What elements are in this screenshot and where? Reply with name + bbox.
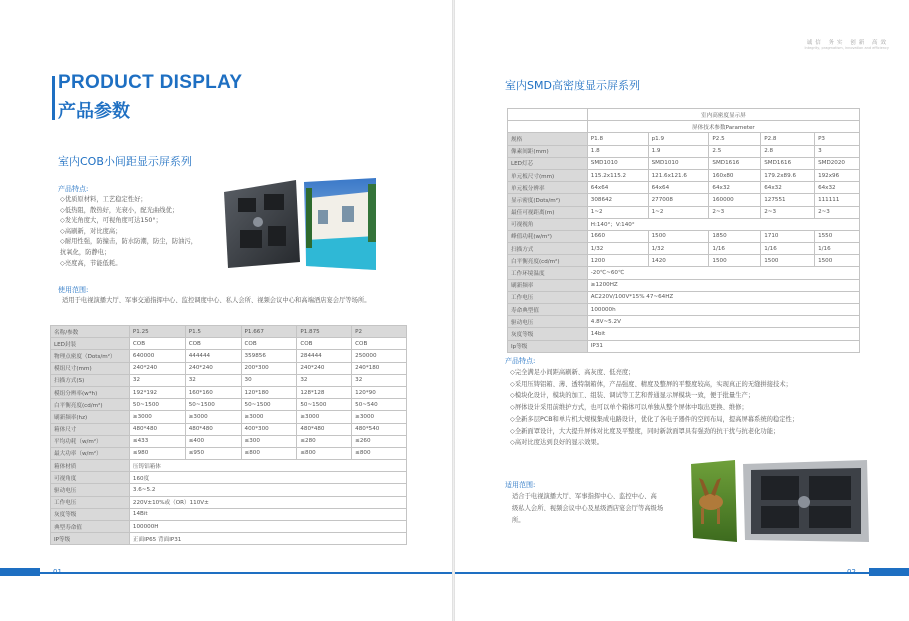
table-row: [508, 340, 860, 352]
table-cell: P2: [352, 326, 407, 338]
table-row: [508, 267, 860, 279]
table-cell: 250000: [352, 350, 407, 362]
table-cell: ≤950: [185, 447, 241, 459]
table-cell: 32: [352, 374, 407, 386]
table-row: [51, 326, 407, 338]
table-cell: 室内高密度显示屏: [587, 109, 859, 121]
table-row: [508, 279, 860, 291]
table-cell: P1.667: [241, 326, 297, 338]
table-cell: 1660: [587, 230, 648, 242]
table-cell: 240*240: [297, 362, 352, 374]
table-cell: 3: [815, 145, 860, 157]
feature-item: ◇完全满足小间距高刷新、高灰度、低亮度；: [510, 369, 635, 376]
footer-line: [455, 572, 909, 574]
page-number: 01: [53, 568, 62, 576]
table-cell: 工作环境温度: [508, 267, 588, 279]
table-cell: 64x32: [815, 182, 860, 194]
table-cell: ≥1200HZ: [587, 279, 859, 291]
table-cell: 1/16: [815, 243, 860, 255]
table-cell: 工作电压: [51, 496, 130, 508]
table-cell: 120*90: [352, 386, 407, 398]
smd-usage-heading: 适用范围:: [505, 481, 536, 489]
table-cell: 444444: [185, 350, 241, 362]
table-cell: 名称/参数: [51, 326, 130, 338]
table-cell: 3.6~5.2: [129, 484, 406, 496]
table-cell: 1/16: [761, 243, 815, 255]
table-row: [51, 447, 407, 459]
table-row: [51, 533, 407, 545]
table-cell: P1.875: [297, 326, 352, 338]
table-cell: 可视视角: [508, 218, 588, 230]
table-row: [508, 230, 860, 242]
table-cell: 50~540: [352, 399, 407, 411]
table-cell: COB: [185, 338, 241, 350]
table-cell: H:140°；V:140°: [587, 218, 859, 230]
table-cell: 模组分辨率(w*h): [51, 386, 130, 398]
table-row: [508, 157, 860, 169]
table-cell: 显示密度(Dots/m²): [508, 194, 588, 206]
table-cell: 可视角度: [51, 472, 130, 484]
table-cell: 121.6x121.6: [648, 169, 709, 181]
table-cell: 2.8: [761, 145, 815, 157]
table-cell: 400*300: [241, 423, 297, 435]
feature-item: ◇优质原材料，工艺稳定性好；: [60, 196, 147, 203]
table-cell: 111111: [815, 194, 860, 206]
table-cell: 典型寿命值: [51, 521, 130, 533]
table-cell: 359856: [241, 350, 297, 362]
table-cell: ≤800: [352, 447, 407, 459]
table-cell: 1550: [815, 230, 860, 242]
table-row: [51, 423, 407, 435]
table-cell: ≤800: [241, 447, 297, 459]
table-cell: 480*480: [129, 423, 185, 435]
table-cell: 120*180: [241, 386, 297, 398]
table-cell: 1200: [587, 255, 648, 267]
table-cell: SMD1616: [761, 157, 815, 169]
footer-block: [869, 568, 909, 576]
table-cell: 1~2: [648, 206, 709, 218]
table-cell: 物理点密度（Dots/m²）: [51, 350, 130, 362]
usage-line: 适合于电视演播大厅、军事指挥中心、监控中心、高: [512, 493, 657, 500]
table-row: [508, 243, 860, 255]
feature-item: ◇屏体设计采用前维护方式，也可以单个箱体可以单独从整个屏体中取出更换、维修；: [510, 404, 748, 412]
table-cell: 50~1500: [129, 399, 185, 411]
table-row: [51, 374, 407, 386]
table-cell: LED灯芯: [508, 157, 588, 169]
table-cell: 240*240: [185, 362, 241, 374]
right-page: [455, 0, 909, 621]
table-row: [508, 182, 860, 194]
table-row: [508, 109, 860, 121]
table-cell: 平均功耗（w/m²）: [51, 435, 130, 447]
table-row: [508, 169, 860, 181]
table-cell: [508, 121, 588, 133]
table-cell: 驱动电压: [51, 484, 130, 496]
table-row: [51, 411, 407, 423]
table-cell: 刷新频率(hz): [51, 411, 130, 423]
table-cell: 灰度等级: [508, 328, 588, 340]
table-cell: P2.5: [709, 133, 761, 145]
table-cell: ≥3000: [241, 411, 297, 423]
table-cell: 2.5: [709, 145, 761, 157]
table-cell: 1420: [648, 255, 709, 267]
usage-heading: 使用范围:: [58, 286, 89, 294]
table-cell: 驱动电压: [508, 316, 588, 328]
table-cell: 100000H: [129, 521, 406, 533]
table-row: [508, 255, 860, 267]
table-cell: p1.9: [648, 133, 709, 145]
table-cell: 64x32: [761, 182, 815, 194]
table-cell: 单元板尺寸(mm): [508, 169, 588, 181]
table-row: [51, 521, 407, 533]
table-cell: 50~1500: [241, 399, 297, 411]
table-cell: 32: [297, 374, 352, 386]
smd-features-list: [510, 367, 798, 449]
cob-section-title: 室内COB小间距显示屏系列: [58, 155, 192, 168]
cob-spec-table: [50, 325, 407, 545]
table-cell: ≥3000: [129, 411, 185, 423]
table-cell: 最大功率（w/m²）: [51, 447, 130, 459]
table-cell: 480*480: [185, 423, 241, 435]
table-cell: Ip等级: [508, 340, 588, 352]
table-cell: 扫描方式: [508, 243, 588, 255]
table-row: [51, 399, 407, 411]
table-cell: 刷新频率: [508, 279, 588, 291]
usage-line: 级私人会所、视频会议中心及星级酒店宴会厅等高级场: [512, 505, 664, 512]
table-cell: 单元板分辨率: [508, 182, 588, 194]
table-cell: 1/32: [587, 243, 648, 255]
table-cell: 160*160: [185, 386, 241, 398]
table-cell: 1.9: [648, 145, 709, 157]
table-cell: 扫描方式(S): [51, 374, 130, 386]
table-cell: 160x80: [709, 169, 761, 181]
table-row: [508, 206, 860, 218]
table-cell: 128*128: [297, 386, 352, 398]
table-cell: 1~2: [587, 206, 648, 218]
table-cell: 64x64: [648, 182, 709, 194]
table-cell: 1.8: [587, 145, 648, 157]
table-row: [508, 121, 860, 133]
left-page: [0, 0, 453, 621]
feature-item: ◇低热阻，散热好，光衰小，配光曲线优；: [60, 206, 179, 214]
table-cell: LED封装: [51, 338, 130, 350]
table-row: [51, 508, 407, 520]
feature-item: ◇高刷新，对比度高；: [60, 227, 122, 235]
feature-item: ◇高对比度达到良好的显示效果。: [510, 439, 603, 447]
table-row: [508, 133, 860, 145]
table-cell: 192*192: [129, 386, 185, 398]
footer-block: [0, 568, 40, 576]
table-cell: [508, 109, 588, 121]
table-cell: -20℃~60℃: [587, 267, 859, 279]
table-cell: 寿命典型值: [508, 304, 588, 316]
table-row: [51, 362, 407, 374]
table-cell: 64x64: [587, 182, 648, 194]
feature-item: ◇全新多层PCB和单片机大规模集成电路设计，优化了各电子器件的空间布局，提高屏幕系统的稳定性；: [510, 415, 799, 423]
company-tagline-sub: Integrity, pragmatism, innovation and efficiency: [804, 46, 889, 50]
table-row: [51, 472, 407, 484]
table-cell: 工作电压: [508, 291, 588, 303]
table-cell: 1500: [761, 255, 815, 267]
table-cell: 179.2x89.6: [761, 169, 815, 181]
table-cell: 160000: [709, 194, 761, 206]
table-cell: 压铸铝箱体: [129, 460, 406, 472]
table-cell: 100000h: [587, 304, 859, 316]
feature-item: 抗氧化，防静电；: [60, 248, 111, 256]
table-cell: 127551: [761, 194, 815, 206]
table-cell: COB: [129, 338, 185, 350]
table-cell: 14bit: [587, 328, 859, 340]
table-cell: 308642: [587, 194, 648, 206]
table-cell: AC220V/100V*15% 47~64HZ: [587, 291, 859, 303]
footer-line: [0, 572, 453, 574]
table-row: [51, 460, 407, 472]
table-cell: 灰度等级: [51, 508, 130, 520]
table-cell: 115.2x115.2: [587, 169, 648, 181]
table-cell: 白平衡亮度(cd/m²): [51, 399, 130, 411]
page-title-cn: 产品参数: [58, 101, 130, 122]
smd-section-title: 室内SMD高密度显示屏系列: [505, 79, 640, 92]
table-row: [51, 350, 407, 362]
feature-item: ◇采用压铸铝箱、薄、透特制箱体，产品强度、精度及整屏的平整度较高，实现真正的无缝拼接技术；: [510, 380, 792, 388]
page-title-en: PRODUCT DISPLAY: [58, 72, 243, 93]
table-cell: 最佳可视距离(m): [508, 206, 588, 218]
table-cell: 像素间距(mm): [508, 145, 588, 157]
table-row: [51, 435, 407, 447]
table-cell: ≤260: [352, 435, 407, 447]
feature-item: ◇发光角度大，可视角度可达150°；: [60, 217, 162, 225]
table-cell: 屏体技术参数Parameter: [587, 121, 859, 133]
title-accent-bar: [52, 76, 55, 120]
feature-item: ◇亮度高，节能低耗。: [60, 259, 122, 267]
table-cell: 284444: [297, 350, 352, 362]
table-cell: 32: [185, 374, 241, 386]
table-cell: COB: [297, 338, 352, 350]
table-cell: 箱体材质: [51, 460, 130, 472]
table-cell: ≤980: [129, 447, 185, 459]
table-cell: SMD1010: [587, 157, 648, 169]
table-cell: 1/16: [709, 243, 761, 255]
smd-features-heading: 产品特点:: [505, 357, 536, 365]
table-cell: 2~3: [815, 206, 860, 218]
table-cell: 1500: [709, 255, 761, 267]
company-tagline: 诚信 务实 创新 高效: [806, 40, 889, 46]
table-cell: 50~1500: [297, 399, 352, 411]
table-cell: 峰值功耗(w/m²): [508, 230, 588, 242]
table-cell: 160度: [129, 472, 406, 484]
table-cell: 277008: [648, 194, 709, 206]
table-cell: P1.5: [185, 326, 241, 338]
table-cell: 220V±10%或（OR）110V±: [129, 496, 406, 508]
features-list: [60, 195, 197, 269]
table-cell: 50~1500: [185, 399, 241, 411]
table-cell: 240*240: [129, 362, 185, 374]
usage-line: 所。: [512, 517, 525, 524]
features-heading: 产品特点:: [58, 185, 89, 193]
table-cell: 30: [241, 374, 297, 386]
table-row: [508, 304, 860, 316]
table-row: [51, 386, 407, 398]
table-cell: SMD2020: [815, 157, 860, 169]
table-cell: 模组尺寸(mm): [51, 362, 130, 374]
table-cell: 1710: [761, 230, 815, 242]
table-cell: 14Bit: [129, 508, 406, 520]
table-row: [508, 194, 860, 206]
table-row: [508, 328, 860, 340]
table-cell: 240*180: [352, 362, 407, 374]
table-cell: ≥3000: [352, 411, 407, 423]
smd-usage-text: [512, 491, 663, 527]
smd-cabinet-photo: [685, 458, 871, 544]
table-row: [508, 145, 860, 157]
table-row: [51, 338, 407, 350]
table-cell: SMD1616: [709, 157, 761, 169]
cob-cabinet-photo: [218, 178, 378, 270]
table-cell: ≤300: [241, 435, 297, 447]
table-cell: SMD1010: [648, 157, 709, 169]
table-cell: IP31: [587, 340, 859, 352]
page-number: 02: [847, 568, 856, 576]
table-row: [508, 316, 860, 328]
smd-spec-table: [507, 108, 860, 353]
table-cell: ≤400: [185, 435, 241, 447]
table-cell: ≤433: [129, 435, 185, 447]
feature-item: ◇模块化设计，模块的加工、组装、调试等工艺和普通显示屏模块一致，便于批量生产；: [510, 392, 755, 400]
table-cell: 200*300: [241, 362, 297, 374]
feature-item: ◇耐用性强，防撞击，防水防潮，防尘，防油污，: [60, 238, 198, 246]
table-cell: ≥3000: [297, 411, 352, 423]
table-cell: ≥3000: [185, 411, 241, 423]
table-cell: 正面IP65 背面IP31: [129, 533, 406, 545]
table-cell: P1.25: [129, 326, 185, 338]
table-cell: P1.8: [587, 133, 648, 145]
table-cell: 白平衡亮度(cd/m²): [508, 255, 588, 267]
table-cell: COB: [352, 338, 407, 350]
table-cell: P3: [815, 133, 860, 145]
table-row: [508, 291, 860, 303]
table-cell: 4.8V~5.2V: [587, 316, 859, 328]
table-cell: 1500: [648, 230, 709, 242]
table-cell: 2~3: [709, 206, 761, 218]
table-cell: P2.8: [761, 133, 815, 145]
table-cell: IP等级: [51, 533, 130, 545]
table-cell: 1850: [709, 230, 761, 242]
usage-text: 适用于电视演播大厅、军事交通指挥中心、监控调度中心、私人会所、视频会议中心和高端酒店宴会厅等场所。: [62, 297, 371, 304]
table-cell: 32: [129, 374, 185, 386]
table-cell: 192x96: [815, 169, 860, 181]
table-cell: 1500: [815, 255, 860, 267]
table-cell: ≤800: [297, 447, 352, 459]
table-cell: ≤280: [297, 435, 352, 447]
table-cell: 1/32: [648, 243, 709, 255]
table-cell: 480*540: [352, 423, 407, 435]
feature-item: ◇全新面罩设计，大大提升屏体对比度及平整度，同时新款面罩具有强劲的抗干扰与抗老化功能；: [510, 427, 780, 435]
table-cell: 2~3: [761, 206, 815, 218]
table-cell: 箱体尺寸: [51, 423, 130, 435]
table-row: [51, 496, 407, 508]
table-cell: COB: [241, 338, 297, 350]
table-row: [508, 218, 860, 230]
table-row: [51, 484, 407, 496]
table-cell: 480*480: [297, 423, 352, 435]
table-cell: 规格: [508, 133, 588, 145]
table-cell: 64x32: [709, 182, 761, 194]
table-cell: 640000: [129, 350, 185, 362]
